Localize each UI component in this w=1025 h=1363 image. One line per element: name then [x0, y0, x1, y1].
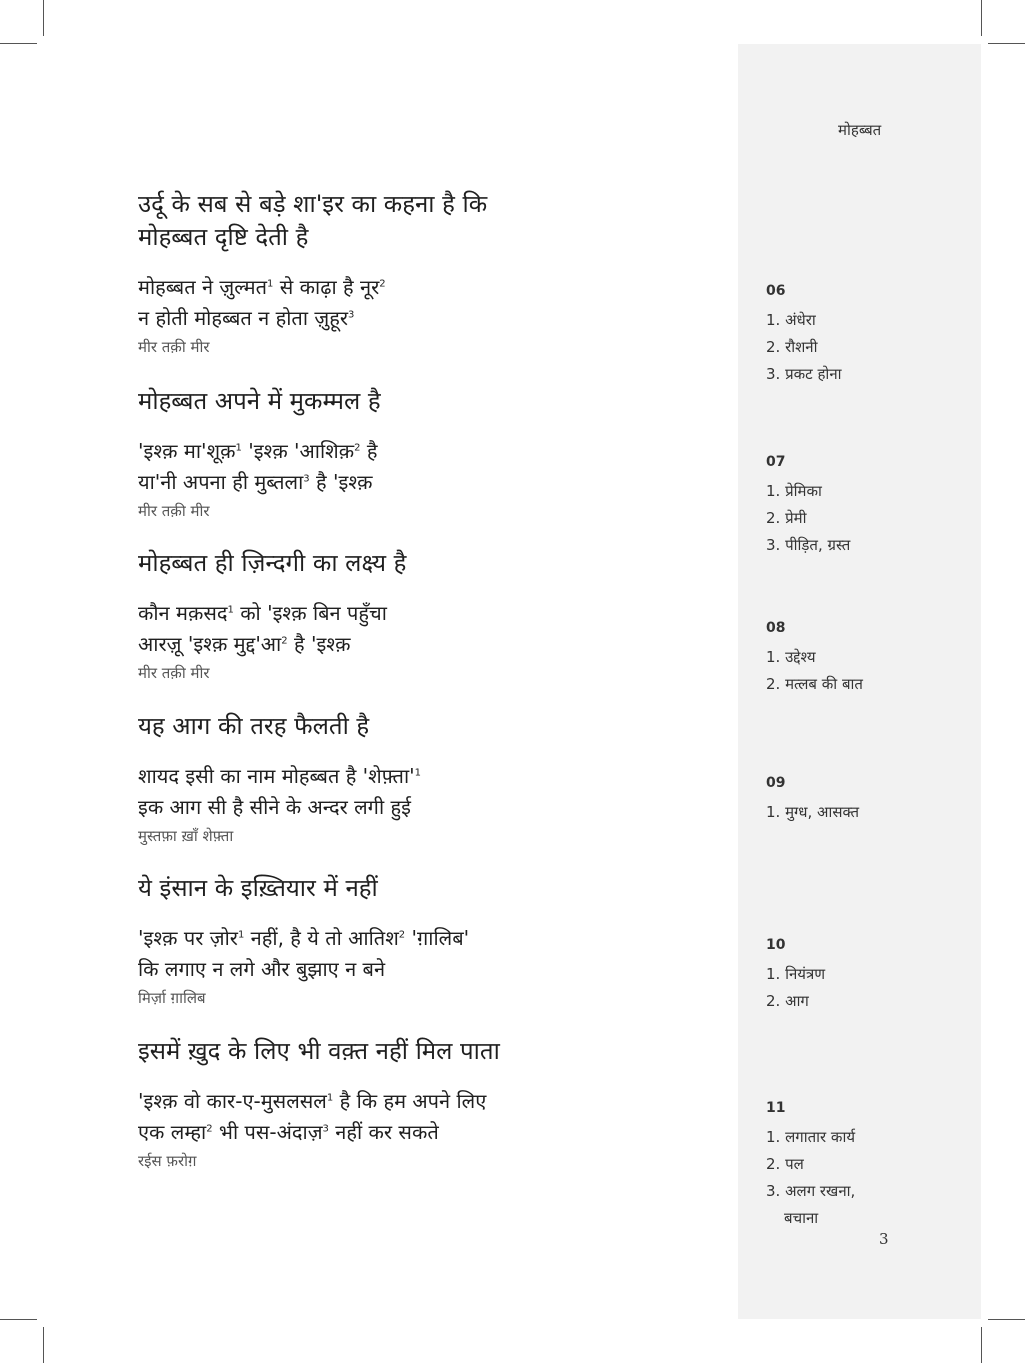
couplet [138, 598, 718, 660]
gloss-number: 09 [766, 775, 786, 791]
gloss-block [766, 1098, 966, 1232]
verse-text: कौन मक़सद [138, 601, 228, 625]
section [138, 872, 718, 1009]
footnote-marker: 1 [227, 604, 234, 616]
crop-mark [43, 0, 44, 36]
section [138, 1035, 718, 1172]
verse-text: 'इश्क़ 'आशिक़ [241, 439, 355, 463]
verse-text: है 'इश्क़ [309, 470, 373, 494]
gloss-number: 08 [766, 620, 786, 636]
footnote-marker: 2 [206, 1123, 213, 1135]
section-heading [138, 547, 718, 580]
gloss-item: 1. उद्देश्य [766, 648, 816, 666]
couplet [138, 761, 718, 823]
verse-text: एक लम्हा [138, 1120, 207, 1144]
verse-text: 'इश्क़ मा'शूक़ [138, 439, 236, 463]
gloss-block [766, 618, 966, 698]
verse-line [138, 629, 718, 660]
crop-mark [981, 1327, 982, 1363]
footnote-marker: 1 [235, 442, 242, 454]
verse-text: न होती मोहब्बत न होता ज़ुहूर [138, 306, 349, 330]
footnote-marker: 1 [237, 929, 245, 941]
couplet [138, 1086, 718, 1148]
verse-text: शायद इसी का नाम मोहब्बत है 'शेफ़्ता' [138, 764, 415, 788]
gloss-item: 1. मुग्ध, आसक्त [766, 803, 860, 821]
verse-text: कि लगाए न लगे और बुझाए न बने [138, 957, 386, 981]
footnote-marker: 1 [414, 767, 422, 779]
verse-text: है कि हम अपने लिए [333, 1089, 487, 1113]
gloss-item: 2. आग [766, 992, 809, 1010]
heading-line: उर्दू के सब से बड़े शा'इर का कहना है कि [138, 190, 488, 218]
footnote-marker: 2 [281, 635, 288, 647]
gloss-item: 3. पीड़ित, ग्रस्त [766, 536, 851, 554]
page-number: 3 [879, 1230, 889, 1248]
section-heading [138, 872, 718, 905]
couplet [138, 272, 718, 334]
poet-name: रईस फ़रोग़ [138, 1152, 197, 1170]
gloss-item: 3. प्रकट होना [766, 365, 842, 383]
gloss-item: 1. लगातार कार्य [766, 1128, 856, 1146]
footnote-marker: 2 [398, 929, 406, 941]
verse-text: 'इश्क़ वो कार-ए-मुसलसल [138, 1089, 327, 1113]
section-heading [138, 1035, 718, 1068]
verse-text: से काढ़ा है नूर [273, 275, 380, 299]
verse-text: नहीं, है ये तो आतिश [244, 926, 399, 950]
couplet [138, 436, 718, 498]
crop-mark [981, 0, 982, 36]
heading-line: मोहब्बत ही ज़िन्दगी का लक्ष्य है [138, 549, 407, 577]
gloss-block [766, 281, 966, 388]
gloss-block [766, 935, 966, 1015]
gloss-item: 3. अलग रखना, [766, 1182, 856, 1200]
section [138, 547, 718, 684]
crop-mark [988, 1319, 1025, 1320]
gloss-item: 2. मत्लब की बात [766, 675, 863, 693]
verse-line [138, 598, 718, 629]
gloss-item: 1. प्रेमिका [766, 482, 822, 500]
verse-line [138, 1086, 718, 1117]
verse-text: है 'इश्क़ [287, 632, 351, 656]
gloss-item: 2. रौशनी [766, 338, 818, 356]
section-heading [138, 188, 718, 254]
verse-line [138, 436, 718, 467]
poet-name: मिर्ज़ा ग़ालिब [138, 989, 206, 1007]
verse-text: नहीं कर सकते [328, 1120, 439, 1144]
section [138, 710, 718, 847]
gloss-item: 2. प्रेमी [766, 509, 807, 527]
heading-line: इसमें ख़ुद के लिए भी वक़्त नहीं मिल पाता [138, 1037, 500, 1065]
verse-text: 'इश्क़ पर ज़ोर [138, 926, 238, 950]
verse-line [138, 761, 718, 792]
gloss-number: 06 [766, 283, 786, 299]
verse-line [138, 792, 718, 823]
heading-line: मोहब्बत अपने में मुकम्मल है [138, 387, 381, 415]
verse-line [138, 954, 718, 985]
poet-name: मुस्तफ़ा ख़ाँ शेफ़्ता [138, 827, 234, 845]
footnote-marker: 3 [322, 1123, 329, 1135]
footnote-marker: 2 [354, 442, 361, 454]
heading-line: यह आग की तरह फैलती है [138, 712, 370, 740]
footnote-marker: 3 [303, 473, 310, 485]
verse-text: भी पस-अंदाज़ [212, 1120, 323, 1144]
poet-name: मीर तक़ी मीर [138, 664, 210, 682]
footnote-marker: 3 [348, 309, 355, 321]
gloss-number: 10 [766, 937, 786, 953]
crop-mark [988, 43, 1025, 44]
crop-mark [0, 43, 37, 44]
verse-line [138, 272, 718, 303]
gloss-block [766, 452, 966, 559]
heading-line: ये इंसान के इख़्तियार में नहीं [138, 874, 378, 902]
section-heading [138, 710, 718, 743]
section [138, 188, 718, 358]
crop-mark [0, 1319, 37, 1320]
gloss-item: 1. नियंत्रण [766, 965, 826, 983]
heading-line: मोहब्बत दृष्टि देती है [138, 223, 309, 251]
verse-text: 'ग़ालिब' [405, 926, 470, 950]
verse-line [138, 303, 718, 334]
section [138, 385, 718, 522]
gloss-number: 07 [766, 454, 786, 470]
section-heading [138, 385, 718, 418]
footnote-marker: 1 [326, 1092, 334, 1104]
verse-text: है [360, 439, 378, 463]
running-head: मोहब्बत [838, 121, 882, 139]
gloss-item: 1. अंधेरा [766, 311, 816, 329]
verse-line [138, 467, 718, 498]
crop-mark [43, 1327, 44, 1363]
verse-text: को 'इश्क़ बिन पहुँचा [233, 601, 387, 625]
gloss-block [766, 773, 966, 826]
poet-name: मीर तक़ी मीर [138, 338, 210, 356]
verse-text: या'नी अपना ही मुब्तला [138, 470, 304, 494]
gloss-item: बचाना [784, 1209, 819, 1227]
footnote-marker: 1 [267, 278, 274, 290]
poet-name: मीर तक़ी मीर [138, 502, 210, 520]
verse-text: आरज़ू 'इश्क़ मुद्द'आ [138, 632, 282, 656]
couplet [138, 923, 718, 985]
verse-line [138, 1117, 718, 1148]
verse-text: इक आग सी है सीने के अन्दर लगी हुई [138, 795, 411, 819]
gloss-item: 2. पल [766, 1155, 804, 1173]
verse-line [138, 923, 718, 954]
gloss-number: 11 [766, 1100, 786, 1116]
footnote-marker: 2 [379, 278, 386, 290]
verse-text: मोहब्बत ने ज़ुल्मत [138, 275, 268, 299]
